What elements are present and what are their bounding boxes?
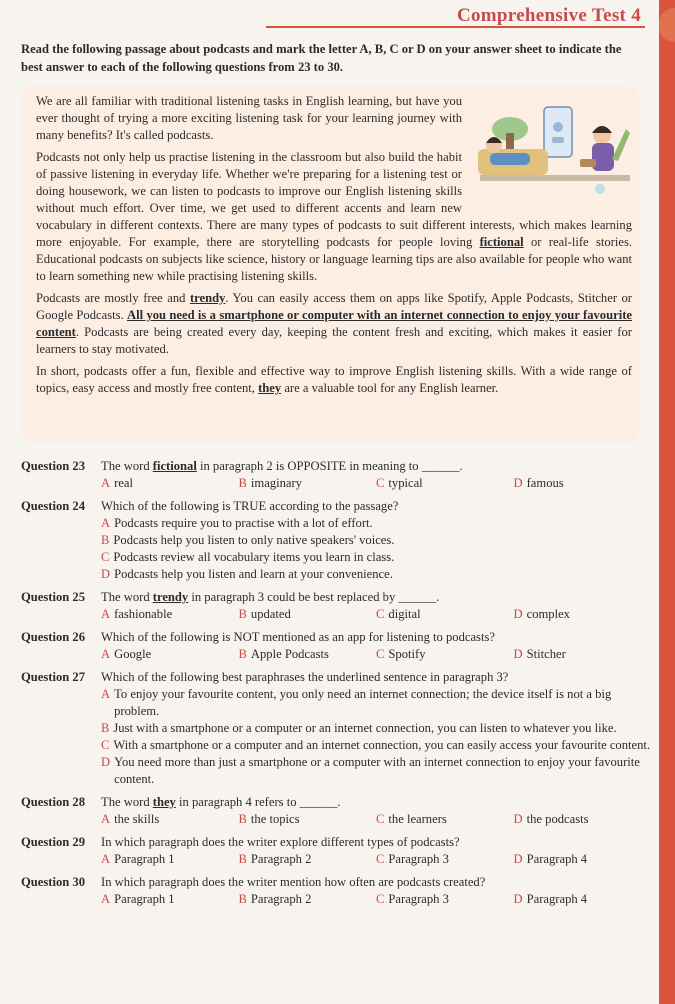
option-a[interactable] — [101, 646, 239, 663]
page-title: Comprehensive Test 4 — [456, 5, 641, 26]
option-c[interactable] — [376, 475, 514, 492]
stem-text: The word — [101, 795, 153, 809]
passage-paragraph — [36, 363, 632, 397]
option-text: Podcasts review all vocabulary items you learn in class. — [113, 550, 395, 564]
passage-paragraph — [36, 290, 632, 358]
passage-text: Podcasts not only help us practise listening in the classroom but also build the habit of passive listening in everyday life. Whether we're preparing for a listening test or doing housework, we can listen to podcasts to improve our English listening skills without much effort. Over time, we get used to different accents and learn new vocabulary in different contexts. There are many types of podcasts to suit different interests, which makes learning more enjoyable. For example, there are storytelling podcasts for people loving — [36, 150, 632, 249]
option-text: Paragraph 4 — [526, 892, 588, 906]
stem-keyword: trendy — [152, 590, 189, 604]
option-text: Just with a smartphone or a computer or an internet connection, you can listen to whatever you like. — [113, 721, 617, 735]
option-letter: C — [376, 607, 385, 621]
option-letter: A — [101, 647, 111, 661]
option-b[interactable] — [239, 851, 377, 868]
option-text: To enjoy your favourite content, you only need an internet connection; the device itself is not a big problem. — [114, 687, 612, 718]
question-number: Question 25 — [21, 590, 86, 604]
question-number: Question 24 — [21, 499, 86, 513]
option-text: Paragraph 1 — [114, 852, 175, 866]
passage-text: Podcasts are mostly free and — [36, 291, 190, 305]
option-d[interactable] — [514, 811, 652, 828]
option-letter: B — [101, 721, 110, 735]
passage-text: . Podcasts are being created every day, keeping the content fresh and exciting, which makes it easier for learners to stay motivated. — [36, 325, 632, 356]
option-c[interactable] — [101, 737, 651, 754]
option-text: With a smartphone or a computer and an internet connection, you can easily access your favourite content. — [113, 738, 651, 752]
passage-text: In short, podcasts offer a fun, flexible and effective way to improve English listening skills. With a wide range of topics, easy access and mostly free content, — [36, 364, 632, 395]
option-a[interactable] — [101, 475, 239, 492]
option-d[interactable] — [514, 851, 652, 868]
option-d[interactable] — [514, 606, 652, 623]
option-text: Spotify — [388, 647, 426, 661]
option-b[interactable] — [239, 646, 377, 663]
option-text: real — [114, 476, 133, 490]
option-letter: B — [238, 812, 247, 826]
question-number: Question 30 — [21, 875, 86, 889]
question-23 — [21, 458, 651, 492]
stem-text: in paragraph 2 is OPPOSITE in meaning to ______. — [196, 459, 463, 473]
option-letter: D — [513, 892, 523, 906]
option-b[interactable] — [101, 532, 651, 549]
option-letter: A — [101, 852, 111, 866]
option-letter: C — [101, 738, 110, 752]
question-stem: Which of the following is TRUE according to the passage? — [101, 499, 399, 513]
option-c[interactable] — [376, 606, 514, 623]
option-text: Stitcher — [526, 647, 566, 661]
stem-text: in paragraph 3 could be best replaced by ______. — [188, 590, 440, 604]
option-d[interactable] — [514, 646, 652, 663]
passage-text: are a valuable tool for any English learner. — [281, 381, 499, 395]
option-letter: A — [101, 812, 111, 826]
option-letter: A — [101, 607, 111, 621]
option-letter: B — [238, 852, 247, 866]
option-text: Google — [114, 647, 152, 661]
passage-paragraph: We are all familiar with traditional listening tasks in English learning, but have you ever thought of trying a more exciting listening task for your learning journey with many benefits? It's called podcasts. — [36, 94, 462, 142]
option-letter: D — [513, 852, 523, 866]
option-text: typical — [388, 476, 423, 490]
keyword-fictional: fictional — [479, 235, 524, 249]
option-d[interactable] — [514, 891, 652, 908]
option-letter: D — [513, 812, 523, 826]
option-letter: B — [238, 647, 247, 661]
keyword-they: they — [258, 381, 282, 395]
option-letter: A — [101, 516, 111, 530]
option-letter: C — [376, 647, 385, 661]
question-number: Question 26 — [21, 630, 86, 644]
option-letter: A — [101, 476, 111, 490]
option-text: Paragraph 3 — [388, 852, 449, 866]
option-text: the skills — [114, 812, 160, 826]
option-letter: A — [101, 687, 111, 701]
question-30 — [21, 874, 651, 908]
question-25 — [21, 589, 651, 623]
stem-text: The word — [101, 590, 153, 604]
option-c[interactable] — [376, 811, 514, 828]
option-letter: B — [101, 533, 110, 547]
option-text: Paragraph 2 — [250, 892, 312, 906]
question-number: Question 28 — [21, 795, 86, 809]
question-number: Question 23 — [21, 459, 86, 473]
question-28 — [21, 794, 651, 828]
option-c[interactable] — [376, 646, 514, 663]
question-stem: In which paragraph does the writer explore different types of podcasts? — [101, 835, 460, 849]
reading-passage — [36, 93, 632, 402]
option-text: imaginary — [250, 476, 302, 490]
option-letter: D — [101, 567, 111, 581]
instructions: Read the following passage about podcasts and mark the letter A, B, C or D on your answer sheet to indicate the best answer to each of the following questions from 23 to 30. — [21, 42, 622, 74]
question-stem — [101, 589, 651, 606]
podcast-illustration — [472, 99, 632, 201]
option-c[interactable] — [376, 851, 514, 868]
stem-keyword: they — [152, 795, 176, 809]
option-c[interactable] — [376, 891, 514, 908]
option-letter: B — [238, 607, 247, 621]
option-letter: B — [238, 892, 247, 906]
option-text: the learners — [388, 812, 447, 826]
option-text: fashionable — [114, 607, 173, 621]
option-letter: C — [376, 476, 385, 490]
question-stem — [101, 458, 651, 475]
option-text: Podcasts help you listen to only native speakers' voices. — [113, 533, 395, 547]
option-text: complex — [526, 607, 570, 621]
question-stem: Which of the following best paraphrases the underlined sentence in paragraph 3? — [101, 670, 509, 684]
option-text: the topics — [250, 812, 300, 826]
option-text: digital — [388, 607, 421, 621]
option-letter: C — [376, 812, 385, 826]
passage-text: or real-life stories. Educational podcasts on subjects like science, history or language learning tips are also available for people who want to learn something new while practising listening skills. — [36, 235, 632, 283]
stem-text: in paragraph 4 refers to ______. — [175, 795, 341, 809]
option-d[interactable] — [101, 754, 651, 788]
passage-text: . You can easily access them on apps like Spotify, Apple Podcasts, Stitcher or Google Podcasts. — [36, 291, 632, 322]
option-text: famous — [526, 476, 564, 490]
option-letter: D — [513, 607, 523, 621]
option-letter: D — [513, 476, 523, 490]
option-letter: A — [101, 892, 111, 906]
option-letter: C — [101, 550, 110, 564]
option-text: Apple Podcasts — [250, 647, 329, 661]
option-letter: D — [101, 755, 111, 769]
question-27 — [21, 669, 651, 788]
option-b[interactable] — [239, 891, 377, 908]
option-text: Paragraph 2 — [250, 852, 312, 866]
option-d[interactable] — [101, 566, 651, 583]
question-stem: Which of the following is NOT mentioned as an app for listening to podcasts? — [101, 630, 495, 644]
option-a[interactable] — [101, 811, 239, 828]
option-a[interactable] — [101, 686, 651, 720]
question-29 — [21, 834, 651, 868]
option-b[interactable] — [101, 720, 651, 737]
question-number: Question 27 — [21, 670, 86, 684]
question-26 — [21, 629, 651, 663]
question-stem: In which paragraph does the writer mention how often are podcasts created? — [101, 875, 486, 889]
option-a[interactable] — [101, 515, 651, 532]
option-text: Podcasts help you listen and learn at your convenience. — [114, 567, 393, 581]
question-24 — [21, 498, 651, 583]
option-d[interactable] — [514, 475, 652, 492]
option-letter: C — [376, 852, 385, 866]
option-b[interactable] — [239, 475, 377, 492]
option-letter: C — [376, 892, 385, 906]
option-text: Paragraph 3 — [388, 892, 449, 906]
question-list — [21, 458, 651, 914]
keyword-trendy: trendy — [189, 291, 226, 305]
option-letter: D — [513, 647, 523, 661]
question-number: Question 29 — [21, 835, 86, 849]
option-a[interactable] — [101, 891, 239, 908]
stem-text: The word — [101, 459, 153, 473]
stem-keyword: fictional — [152, 459, 197, 473]
option-text: You need more than just a smartphone or a computer with an internet connection to enjoy your favourite content. — [114, 755, 640, 786]
option-b[interactable] — [239, 811, 377, 828]
option-text: Paragraph 1 — [114, 892, 175, 906]
option-text: Paragraph 4 — [526, 852, 588, 866]
option-b[interactable] — [239, 606, 377, 623]
option-c[interactable] — [101, 549, 651, 566]
option-letter: B — [238, 476, 247, 490]
underlined-sentence: All you need is a smartphone or computer with an internet connection to enjoy your favourite content — [36, 308, 632, 339]
question-stem — [101, 794, 651, 811]
option-a[interactable] — [101, 851, 239, 868]
page-edge-band — [659, 0, 675, 1004]
option-text: Podcasts require you to practise with a lot of effort. — [114, 516, 373, 530]
option-a[interactable] — [101, 606, 239, 623]
option-text: updated — [250, 607, 291, 621]
option-text: the podcasts — [526, 812, 589, 826]
